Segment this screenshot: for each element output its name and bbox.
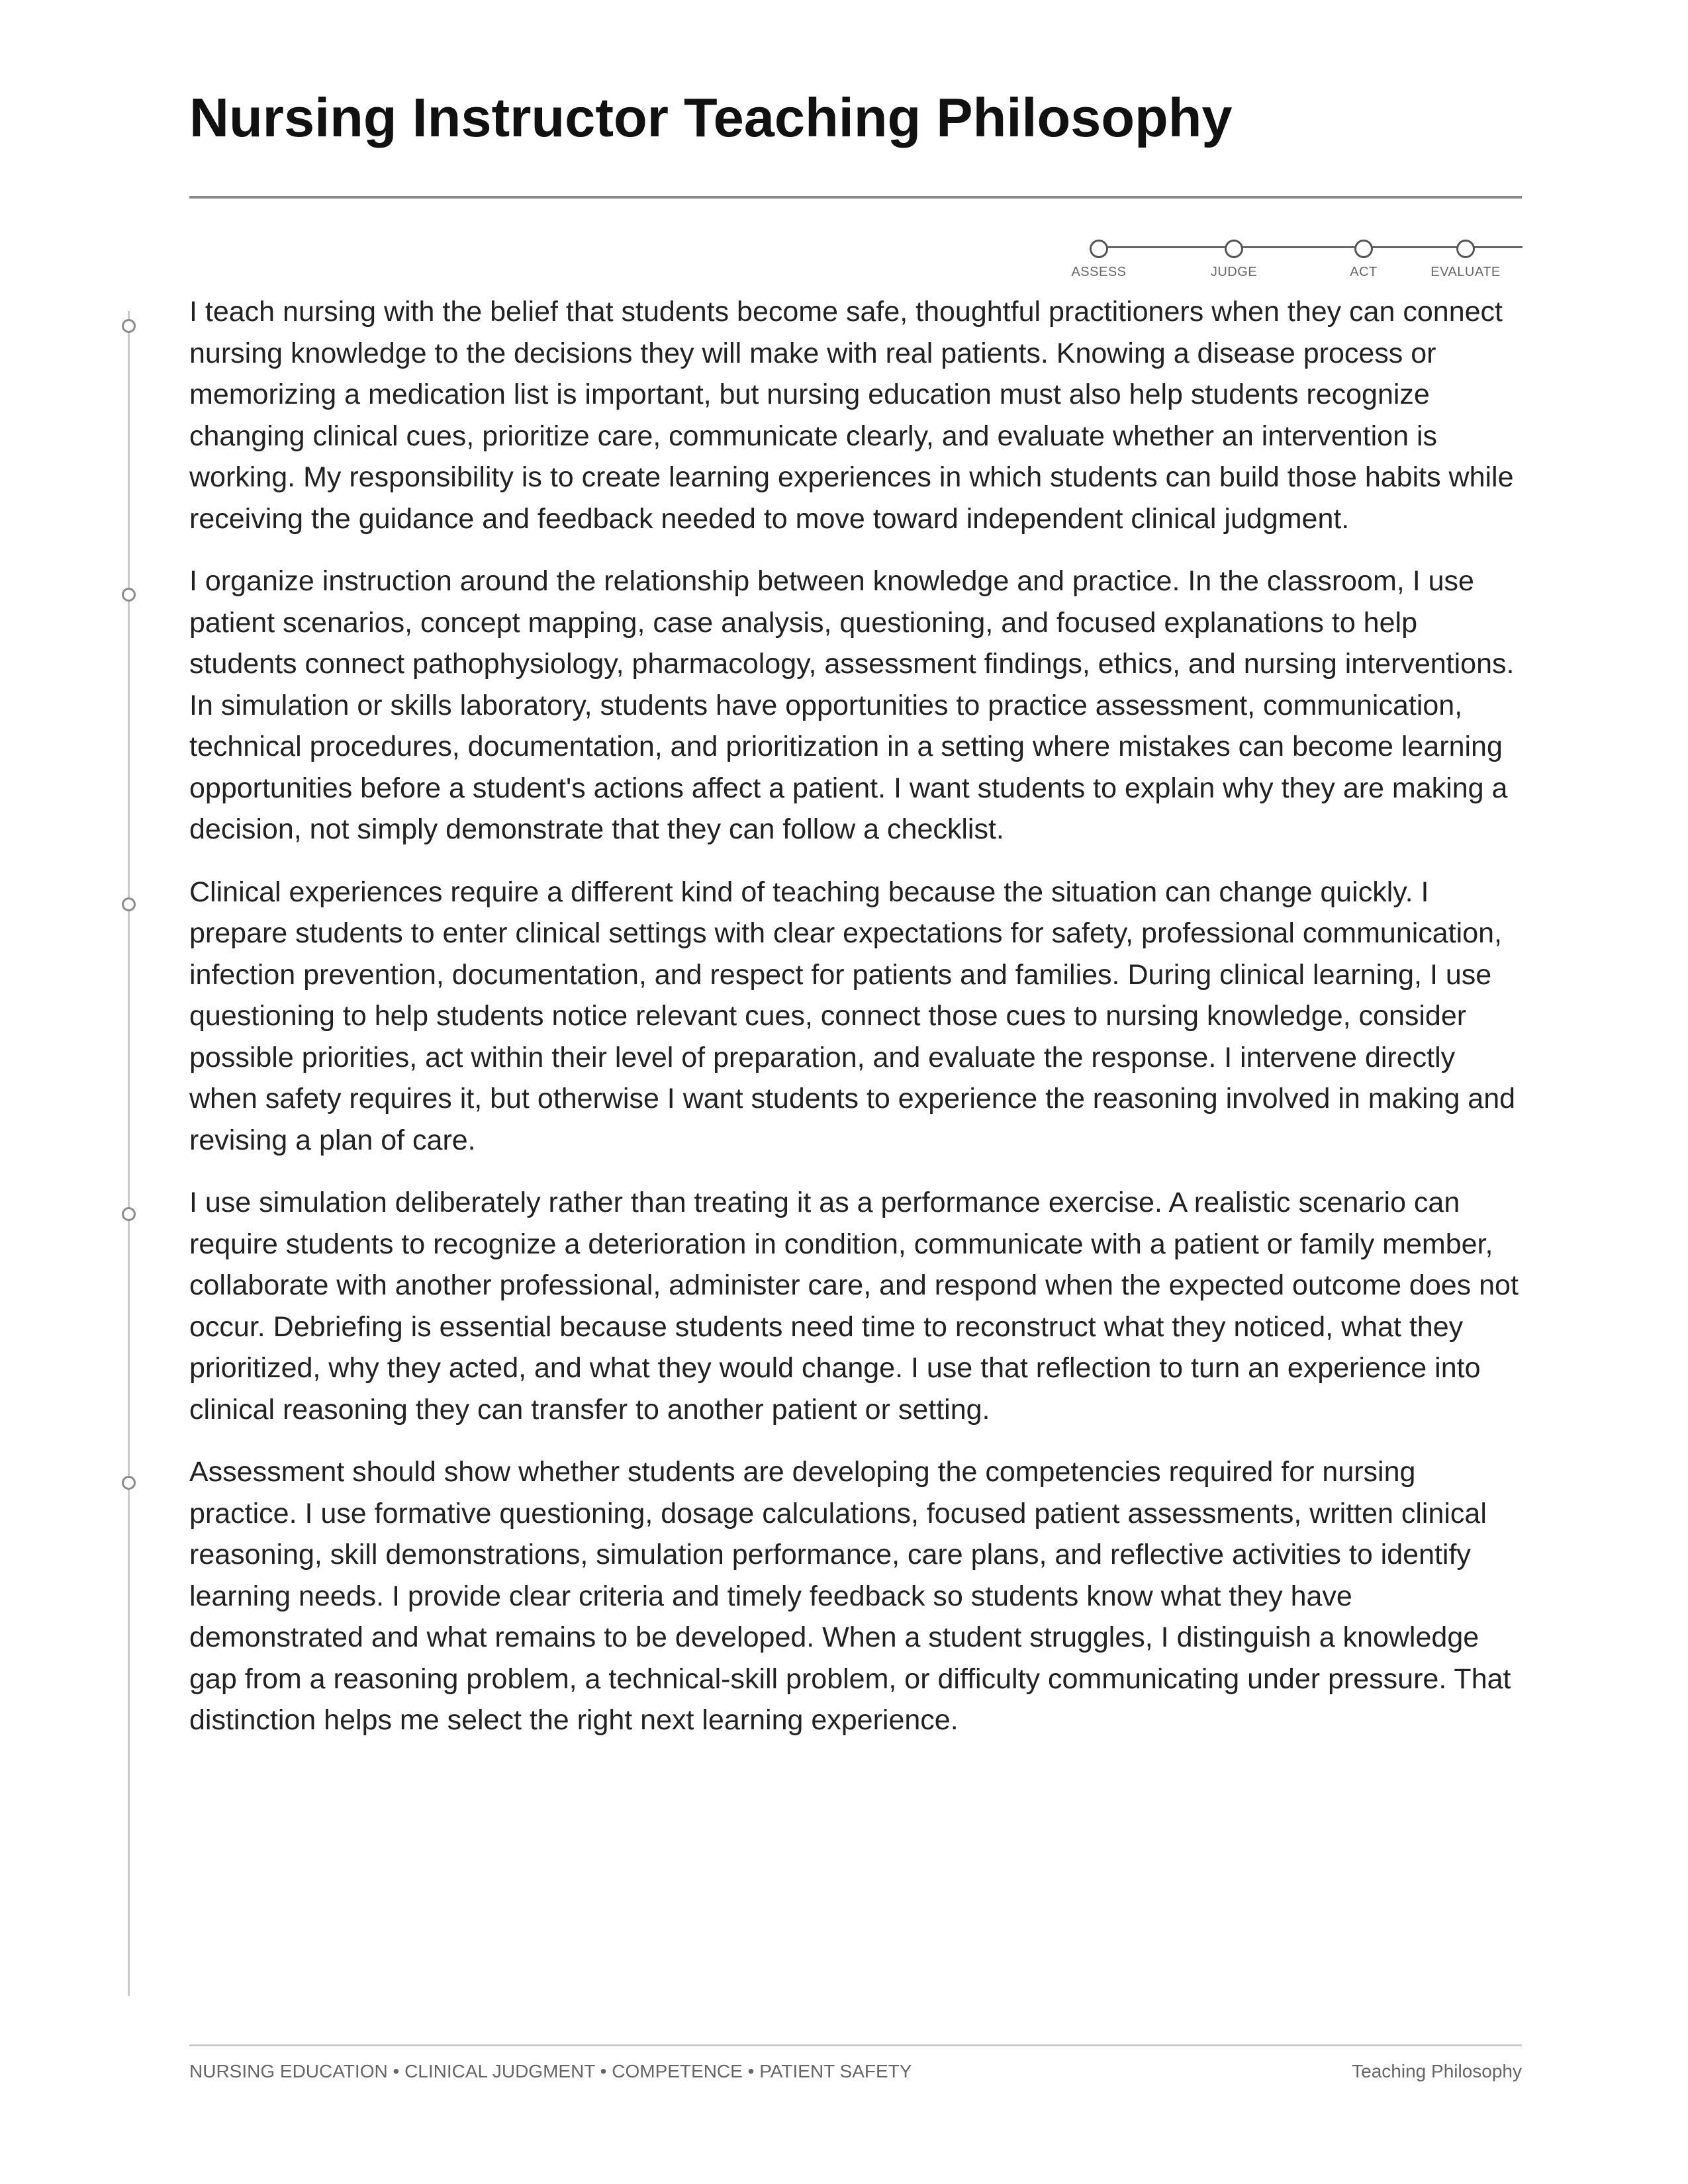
step-circle-icon	[1225, 240, 1243, 258]
step-circle-icon	[1354, 240, 1373, 258]
clinical-judgment-process-strip	[1046, 233, 1523, 286]
step-label: ASSESS	[1071, 265, 1127, 279]
body-text	[189, 291, 1522, 1762]
timeline-node-icon	[122, 588, 136, 602]
footer-keywords: NURSING EDUCATION • CLINICAL JUDGMENT • COMPETENCE • PATIENT SAFETY	[189, 2061, 912, 2081]
paragraph: Assessment should show whether students are developing the competencies required for nursing practice. I use formative questioning, dosage calculations, focused patient assessments, written clinical reasoning, skill demonstrations, simulation performance, care plans, and reflective activities to identify learning needs. I provide clear criteria and timely feedback so students know what they have demonstrated and what remains to be developed. When a student struggles, I distinguish a knowledge gap from a reasoning problem, a technical-skill problem, or difficulty communicating under pressure. That distinction helps me select the right next learning experience.	[189, 1456, 1511, 1736]
step-circle-icon	[1090, 240, 1108, 258]
timeline-node-icon	[122, 1207, 136, 1221]
paragraph: I teach nursing with the belief that students become safe, thoughtful practitioners when they can connect nursing knowledge to the decisions they will make with real patients. Knowing a disease process or memorizing a medication list is important, but nursing education must also help students recognize changing clinical cues, prioritize care, communicate clearly, and evaluate whether an intervention is working. My responsibility is to create learning experiences in which students can build those habits while receiving the guidance and feedback needed to move toward independent clinical judgment.	[189, 296, 1514, 535]
process-step-act	[1311, 233, 1417, 280]
paragraph: Clinical experiences require a different kind of teaching because the situation can change quickly. I prepare students to enter clinical settings with clear expectations for safety, professional communication, infection prevention, documentation, and respect for patients and families. During clinical learning, I use questioning to help students notice relevant cues, connect those cues to nursing knowledge, consider possible priorities, act within their level of preparation, and evaluate the response. I intervene directly when safety requires it, but otherwise I want students to experience the reasoning involved in making and revising a plan of care.	[189, 876, 1516, 1156]
footer-document-label: Teaching Philosophy	[1352, 2061, 1522, 2081]
timeline-rail	[128, 311, 130, 1996]
timeline-node-icon	[122, 1476, 136, 1490]
paragraph: I organize instruction around the relationship between knowledge and practice. In the classroom, I use patient scenarios, concept mapping, case analysis, questioning, and focused explanations to help students connect pathophysiology, pharmacology, assessment findings, ethics, and nursing interventions. In simulation or skills laboratory, students have opportunities to practice assessment, communication, technical procedures, documentation, and prioritization in a setting where mistakes can become learning opportunities before a student's actions affect a patient. I want students to explain why they are making a decision, not simply demonstrate that they can follow a checklist.	[189, 565, 1515, 845]
timeline-node-icon	[122, 897, 136, 911]
footer-divider	[189, 2044, 1522, 2046]
timeline-node-icon	[122, 319, 136, 333]
process-step-judge	[1181, 233, 1287, 280]
title-divider	[189, 196, 1522, 199]
paragraph: I use simulation deliberately rather than treating it as a performance exercise. A realistic scenario can require students to recognize a deterioration in condition, communicate with a patient or family member, collaborate with another professional, administer care, and respond when the expected outcome does not occur. Debriefing is essential because students need time to reconstruct what they noticed, what they prioritized, why they acted, and what they would change. I use that reflection to turn an experience into clinical reasoning they can transfer to another patient or setting.	[189, 1187, 1519, 1426]
process-step-evaluate	[1413, 233, 1519, 280]
process-step-assess	[1046, 233, 1152, 280]
step-label: EVALUATE	[1430, 265, 1501, 279]
page-title: Nursing Instructor Teaching Philosophy	[189, 87, 1233, 148]
step-circle-icon	[1456, 240, 1475, 258]
step-label: ACT	[1350, 265, 1378, 279]
step-label: JUDGE	[1210, 265, 1258, 279]
